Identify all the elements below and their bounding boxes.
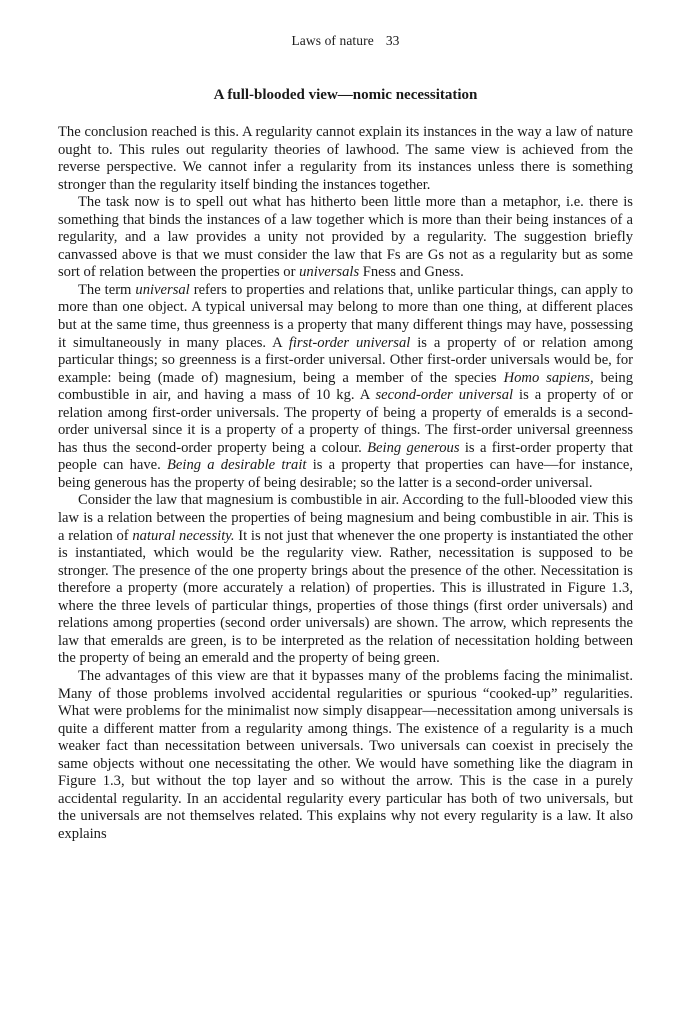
paragraph <box>58 668 633 843</box>
paragraph <box>58 124 633 194</box>
italic-term: first-order universal <box>288 334 411 351</box>
text-run: is a first-order property that people can have. <box>58 439 633 474</box>
paragraph <box>58 282 633 493</box>
paragraph <box>58 492 633 667</box>
italic-term: natural necessity. <box>132 527 235 544</box>
italic-term: second-order universal <box>375 387 514 404</box>
text-run: being combustible in air, and having a mass of 10 kg. A <box>58 369 633 404</box>
text-run: Fness and Gness. <box>359 264 464 281</box>
page-number: 33 <box>385 33 400 48</box>
text-run: The advantages of this view are that it bypasses many of the problems facing the minimalist. Many of those problems involved accidental regularities or spurious “cooked-up” regularities. What were problems for the minimalist now simply disappear—necessitation among universals is quite a different matter from a regularity among things. The existence of a regularity is a much weaker fact than necessitation between universals. Two universals can coexist in precisely the same objects without one necessitating the other. We would have something like the diagram in Figure 1.3, but without the top layer and so without the arrow. This is the case in a purely accidental regularity. In an accidental regularity every particular has both of two universals, but the universals are not themselves related. This explains why not every regularity is a law. It also explains <box>58 667 633 842</box>
running-title: Laws of nature <box>291 33 374 48</box>
italic-term: universal <box>135 281 190 298</box>
running-head <box>58 33 633 49</box>
text-run: is a property that properties can have—for instance, being generous has the property of being desirable; so the latter is a second-order universal. <box>58 457 633 491</box>
italic-term: universals <box>299 264 360 281</box>
section-title: A full-blooded view—nomic necessitation <box>213 87 478 103</box>
italic-term: Being generous <box>367 439 460 456</box>
italic-term: Being a desirable trait <box>167 457 307 474</box>
body-text <box>58 124 633 843</box>
text-run: is a property of or relation among first-order universals. The property of being a property of emeralds is a second-order universal since it is a property of a property of things. The first-order universal greenness has thus the second-order property being a colour. <box>58 387 634 456</box>
text-run: The conclusion reached is this. A regularity cannot explain its instances in the way a law of nature ought to. This rules out regularity theories of lawhood. The same view is achieved from the reverse perspective. We cannot infer a regularity from its instances unless there is something stronger than the regularity itself binding the instances together. <box>58 124 633 193</box>
text-run: is a property of or relation among particular things; so greenness is a first-order universal. Other first-order universals would be, for example: being (made of) magnesium, being a member of the species <box>58 334 634 386</box>
text-run: The task now is to spell out what has hitherto been little more than a metaphor, i.e. there is something that binds the instances of a law together which is more than their being instances of a regularity, and a law provides a unity not provided by a regularity. The suggestion briefly canvassed above is that we must consider the law that Fs are Gs not as a regularity but as some sort of relation between the properties or <box>58 194 633 281</box>
text-run: The term <box>78 281 136 298</box>
text-run: refers to properties and relations that, unlike particular things, can apply to more than one object. A typical universal may belong to more than one thing, at different places but at the same time, thus greenness is a property that many different things may have, possessing it simultaneously in many places. A <box>58 281 634 351</box>
italic-term: Homo sapiens, <box>503 369 594 386</box>
paragraph <box>58 194 633 282</box>
text-run: Consider the law that magnesium is combustible in air. According to the full-blooded view this law is a relation between the properties of being magnesium and being combustible in air. This is a relation of <box>58 492 633 544</box>
text-run: It is not just that whenever the one property is instantiated the other is instantiated, which would be the regularity view. Rather, necessitation is supposed to be stronger. The presence of the one property brings about the presence of the other. Necessitation is therefore a property (more accurately a relation) of properties. This is illustrated in Figure 1.3, where the three levels of particular things, properties of those things (first order universals) and relations among properties (second order universals) are shown. The arrow, which represents the law that emeralds are green, is to be interpreted as the relation of necessitation holding between the property of being an emerald and the property of being green. <box>58 527 633 667</box>
